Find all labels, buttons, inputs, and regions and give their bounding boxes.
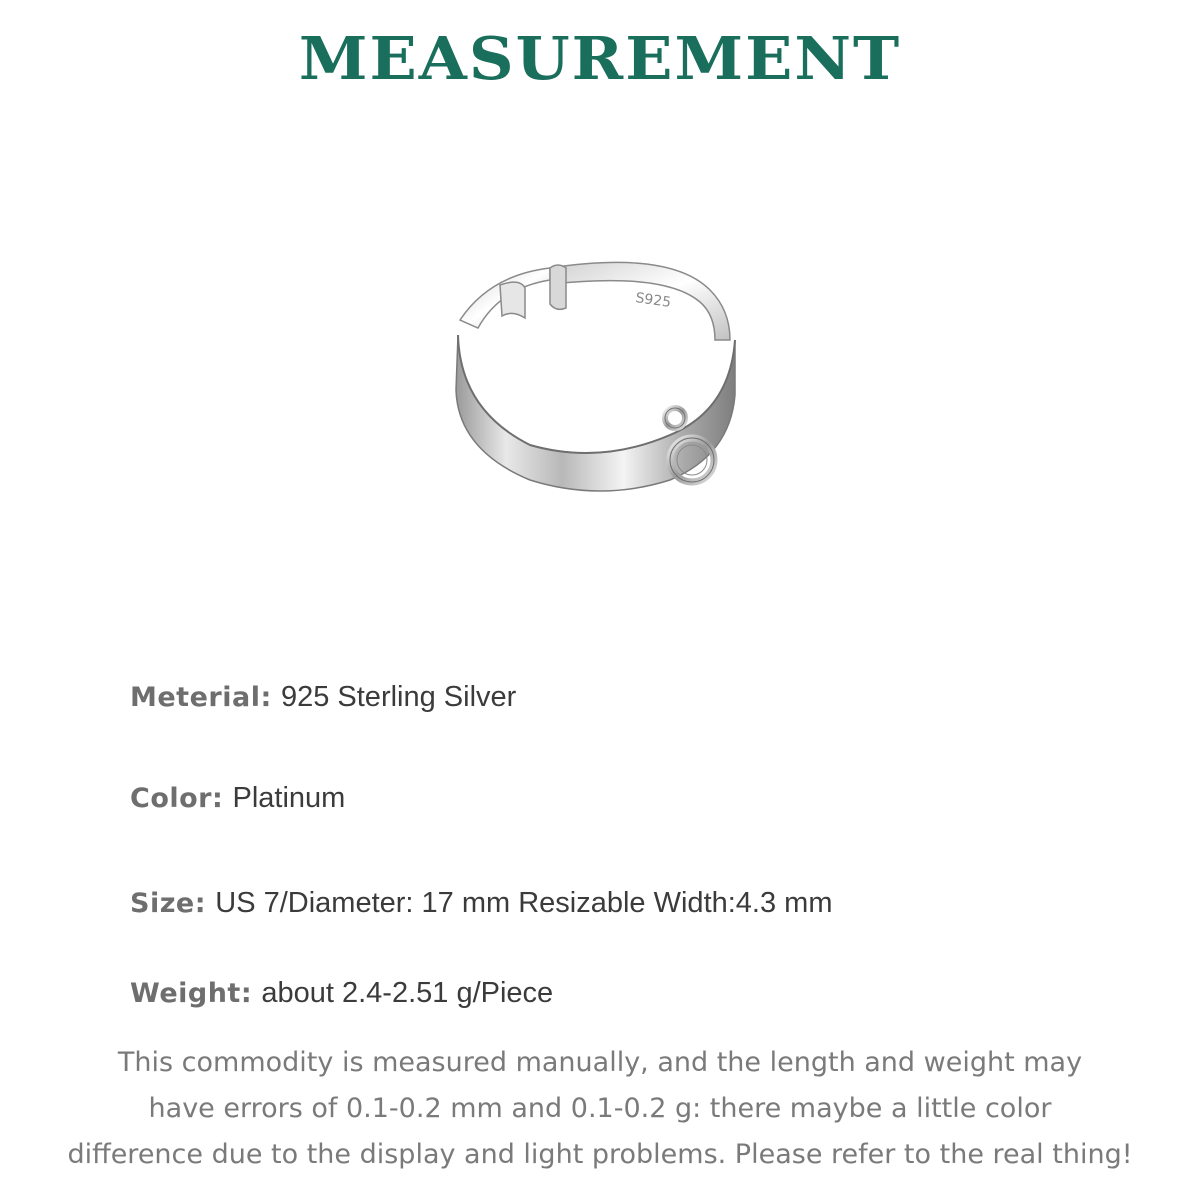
ring-stamp: S925 [634,290,672,311]
size-label: Size: [130,888,207,919]
disclaimer-text [0,1040,1200,1178]
material-value: 925 Sterling Silver [280,681,517,713]
color-value: Platinum [232,782,346,814]
spec-size [130,888,833,918]
size-value: US 7/Diameter: 17 mm Resizable Width:4.3 mm [215,887,833,919]
spec-color [130,783,345,813]
spec-material [130,682,516,712]
disclaimer-line-2: have errors of 0.1-0.2 mm and 0.1-0.2 g: there maybe a little color [148,1093,1052,1124]
weight-value: about 2.4-2.51 g/Piece [261,977,554,1009]
material-label: Meterial: [130,682,272,713]
page-title: MEASUREMENT [298,23,902,94]
weight-label: Weight: [130,978,253,1009]
ring-photo [430,240,770,530]
disclaimer-line-3: difference due to the display and light problems. Please refer to the real thing! [67,1139,1133,1170]
spec-weight [130,978,553,1008]
ring-illustration [430,240,770,530]
disclaimer-line-1: This commodity is measured manually, and the length and weight may [117,1047,1083,1078]
color-label: Color: [130,783,224,814]
